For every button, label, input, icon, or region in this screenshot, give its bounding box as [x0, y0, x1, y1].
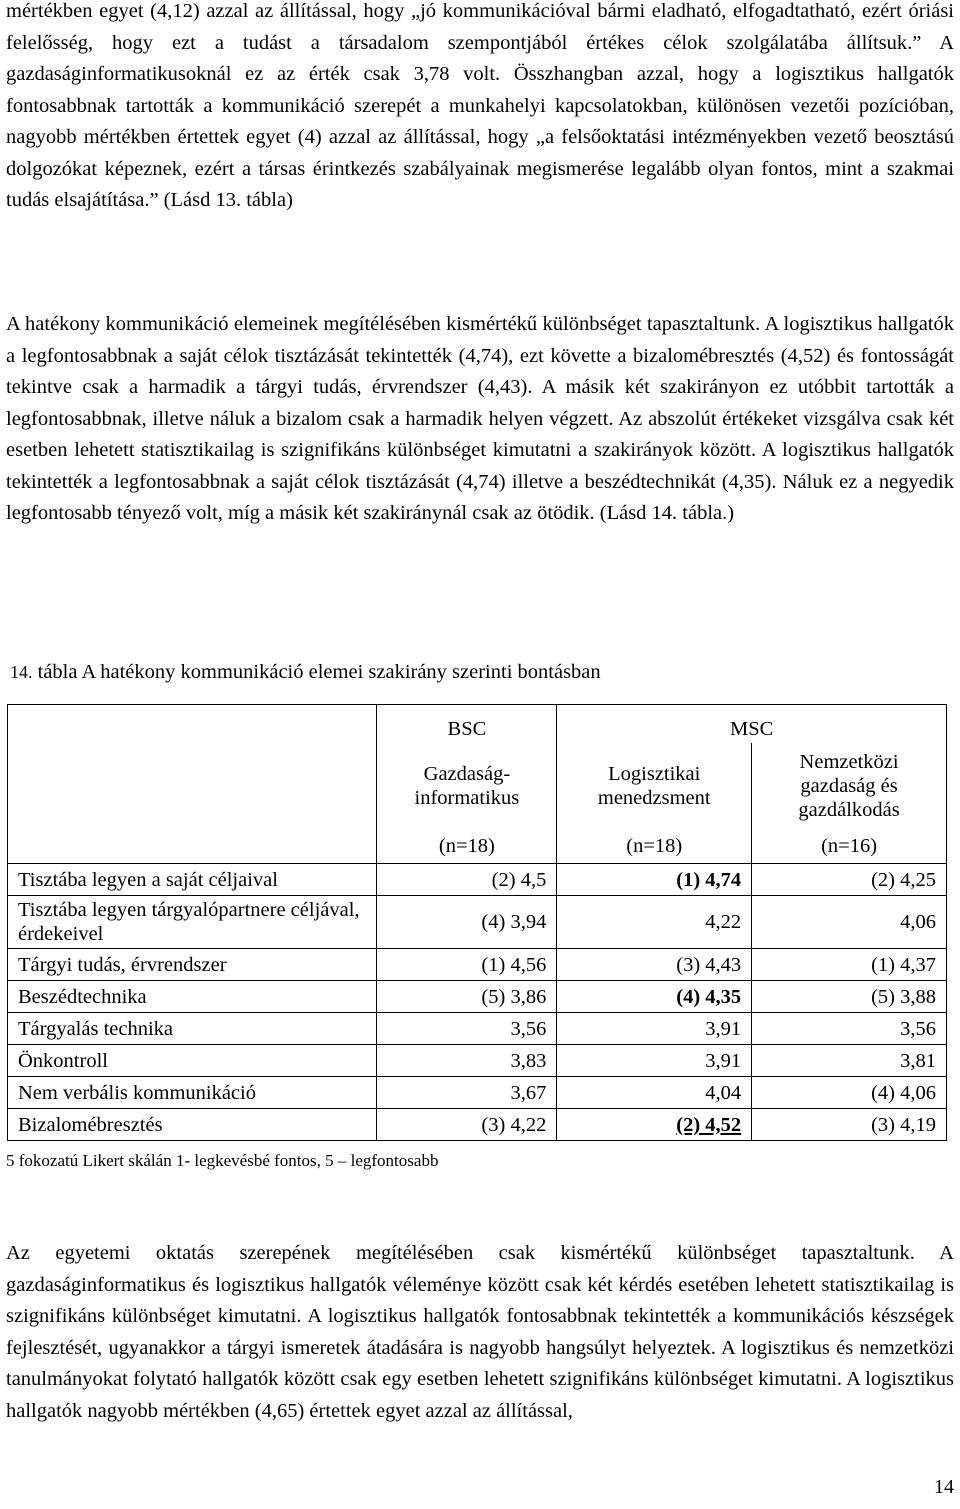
cell-value: (3) 4,22 — [377, 1109, 557, 1141]
table-caption-text: tábla A hatékony kommunikáció elemei szakirány szerinti bontásban — [37, 661, 601, 683]
cell-value-significant: (2) 4,52 — [557, 1109, 752, 1141]
cell-value: 4,22 — [557, 896, 752, 949]
column-sample-size: (n=18) — [557, 829, 752, 864]
table-row — [8, 864, 947, 896]
cell-value: (3) 4,19 — [752, 1109, 947, 1141]
group-header-msc: MSC — [557, 705, 947, 744]
cell-value: 4,04 — [557, 1077, 752, 1109]
row-label: Nem verbális kommunikáció — [8, 1077, 377, 1109]
cell-value: 3,56 — [377, 1013, 557, 1045]
table-row — [8, 981, 947, 1013]
cell-value: 3,67 — [377, 1077, 557, 1109]
table-row — [8, 896, 947, 949]
cell-value: (2) 4,25 — [752, 864, 947, 896]
cell-value: (1) 4,56 — [377, 949, 557, 981]
cell-value: 3,81 — [752, 1045, 947, 1077]
group-header-bsc: BSC — [377, 705, 557, 744]
paragraph-intro: mértékben egyet (4,12) azzal az állítással, hogy „jó kommunikációval bármi eladható, elfogadtatható, ezért óriási felelősség, hogy ezt a tudást a társadalom szempontjából értékes célok szolgálatába állítsuk.” A gazdaságinformatikusoknál ez az érték csak 3,78 volt. Összhangban azzal, hogy a logisztikus hallgatók fontosabbnak tartották a kommunikáció szerepét a munkahelyi kapcsolatokban, különösen vezetői pozícióban, nagyobb mértékben értettek egyet (4) azzal az állítással, hogy „a felsőoktatási intézményekben vezető beosztású dolgozókat képeznek, ezért a társas érintkezés szabályainak megismerése legalább olyan fontos, mint a szakmai tudás elsajátítása.” (Lásd 13. tábla) — [6, 0, 954, 211]
cell-value: 4,06 — [752, 896, 947, 949]
paragraph-communication-elements: A hatékony kommunikáció elemeinek megítélésében kismértékű különbséget tapasztaltunk. A logisztikus hallgatók a legfontosabbnak a saját célok tisztázását tekintették (4,74), ezt követte a bizalomébresztés (4,52) és fontosságát tekintve csak a harmadik a tárgyi tudás, érvrendszer (4,43). A másik két szakirányon ez utóbbit tartották a legfontosabbnak, illetve náluk a bizalom csak a harmadik helyen végzett. Az abszolút értékeket vizsgálva csak két esetben lehetett statisztikailag is szignifikáns különbséget kimutatni a szakirányok között. A logisztikus hallgatók tekintették a legfontosabbnak a saját célok tisztázását (4,74) illetve a beszédtechnikát (4,35). Náluk ez a negyedik legfontosabb tényező volt, míg a másik két szakiránynál csak az ötödik. (Lásd 14. tábla.) — [6, 313, 954, 524]
row-label: Tárgyalás technika — [8, 1013, 377, 1045]
cell-value: (2) 4,5 — [377, 864, 557, 896]
paragraph-university-role: Az egyetemi oktatás szerepének megítélésében csak kismértékű különbséget tapasztaltunk. A gazdaságinformatikus és logisztikus hallgatók véleménye között csak két kérdés esetében lehetett statisztikailag is szignifikáns különbséget kimutatni. A logisztikus hallgatók fontosabbnak tekintették a kommunikációs készségek fejlesztését, ugyanakkor a tárgyi ismeretek átadására is nagyobb hangsúlyt helyeztek. A logisztikus és nemzetközi tanulmányokat folytató hallgatók között csak egy esetben lehetett szignifikáns különbséget kimutatni. A logisztikus hallgatók nagyobb mértékben (4,65) értettek egyet azzal az állítással, — [6, 1242, 954, 1422]
row-label: Bizalomébresztés — [8, 1109, 377, 1141]
table-row — [8, 949, 947, 981]
table-note: 5 fokozatú Likert skálán 1- legkevésbé fontos, 5 – legfontosabb — [6, 1151, 439, 1170]
table-row — [8, 1045, 947, 1077]
cell-value: (5) 3,88 — [752, 981, 947, 1013]
cell-value: 3,91 — [557, 1013, 752, 1045]
table-row — [8, 1109, 947, 1141]
row-label: Tisztába legyen tárgyalópartnere céljával, érdekeivel — [8, 896, 377, 949]
cell-value: (3) 4,43 — [557, 949, 752, 981]
table-caption-number: 14. — [10, 662, 33, 682]
row-label: Tárgyi tudás, érvrendszer — [8, 949, 377, 981]
cell-value: (4) 3,94 — [377, 896, 557, 949]
table-row — [8, 1013, 947, 1045]
table-corner-cell — [8, 705, 377, 864]
row-label: Önkontroll — [8, 1045, 377, 1077]
cell-value: (4) 4,06 — [752, 1077, 947, 1109]
column-sample-size: (n=18) — [377, 829, 557, 864]
cell-value-significant: (4) 4,35 — [557, 981, 752, 1013]
column-header-nemzetkozi-gazdasag: Nemzetközi gazdaság és gazdálkodás — [752, 743, 947, 829]
table-header-group-row — [8, 705, 947, 744]
cell-value: 3,83 — [377, 1045, 557, 1077]
table-row — [8, 1077, 947, 1109]
cell-value: (1) 4,37 — [752, 949, 947, 981]
cell-value: 3,56 — [752, 1013, 947, 1045]
cell-value: 3,91 — [557, 1045, 752, 1077]
cell-value-significant: (1) 4,74 — [557, 864, 752, 896]
column-sample-size: (n=16) — [752, 829, 947, 864]
row-label: Tisztába legyen a saját céljaival — [8, 864, 377, 896]
table-caption — [10, 657, 601, 687]
row-label: Beszédtechnika — [8, 981, 377, 1013]
column-header-logisztikai-menedzsment: Logisztikai menedzsment — [557, 743, 752, 829]
results-table — [7, 704, 947, 1141]
cell-value: (5) 3,86 — [377, 981, 557, 1013]
column-header-gazdasaginformatikus: Gazdaság- informatikus — [377, 743, 557, 829]
page-number: 14 — [934, 1476, 954, 1498]
